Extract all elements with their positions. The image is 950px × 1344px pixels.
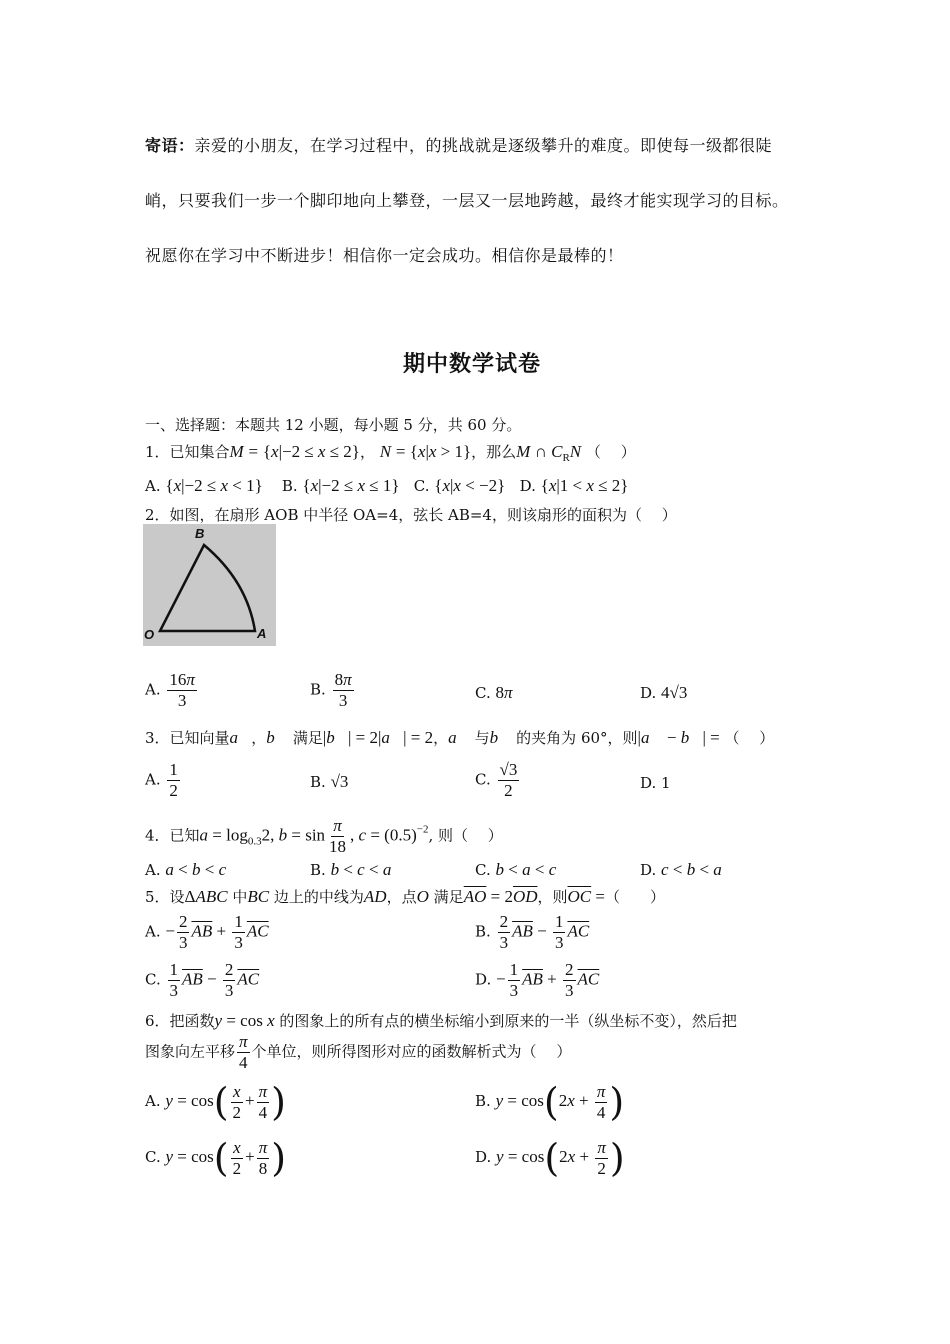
q5-option-d[interactable]: D. − $\frac{1}{3}$ $\overline{AB}$ + $\frac{2}{3}$ $\overline{AC}$ bbox=[475, 960, 600, 1000]
q6-option-a[interactable]: A. y = cos( $\frac{x}{2}$ + $\frac{\pi}{4}$ ) bbox=[145, 1080, 286, 1124]
q6-option-c[interactable]: C. y = cos( $\frac{x}{2}$ + $\frac{\pi}{8}$ ) bbox=[145, 1136, 287, 1180]
sector-figure bbox=[143, 524, 276, 646]
preface-label: 寄语： bbox=[145, 136, 195, 155]
q4-option-a[interactable]: A. a < b < c bbox=[145, 860, 227, 879]
q3-option-b[interactable]: B. √3 bbox=[310, 772, 349, 791]
question-4-stem: 4．已知$a = \log_{0.3}2$, b = sin $\frac{\pi}{18}$ , $c = (0.5)^{-2}$, 则（ ） bbox=[145, 816, 503, 856]
q4-option-b[interactable]: B. b < c < a bbox=[310, 860, 392, 879]
question-1-stem: 1．已知集合M = {x|−2 ≤ x ≤ 2}， N = {x|x > 1}，那么M ∩ $C_RN$ （ ） bbox=[145, 442, 636, 464]
q1-option-a[interactable]: A. {x|−2 ≤ x < 1} bbox=[145, 476, 263, 495]
preface-line-2: 峭，只要我们一步一个脚印地向上攀登，一层又一层地跨越，最终才能实现学习的目标。 bbox=[145, 191, 789, 210]
q2-option-a[interactable]: A. $\frac{16\pi}{3}$ bbox=[145, 670, 195, 710]
q5-option-a[interactable]: A. − $\frac{2}{3}$ $\overline{AB}$ + $\frac{1}{3}$ $\overline{AC}$ bbox=[145, 912, 269, 952]
question-3-stem: 3．已知向量a⃗，b⃗ 满足|b⃗| = 2|a⃗| = 2，a⃗ 与b⃗ 的夹角为 60°，则|a⃗ − b⃗| = （ ） bbox=[145, 728, 775, 747]
q6-option-b[interactable]: B. y = cos(2x + $\frac{\pi}{4}$ ) bbox=[475, 1080, 625, 1124]
question-6-stem-line-1: 6．把函数y = cos x 的图象上的所有点的横坐标缩小到原来的一半（纵坐标不变），然后把 bbox=[145, 1011, 737, 1030]
q5-option-b[interactable]: B. $\frac{2}{3}$ $\overline{AB}$ − $\frac{1}{3}$ $\overline{AC}$ bbox=[475, 912, 590, 952]
question-1-options bbox=[145, 472, 628, 500]
fig-label-a: A bbox=[257, 626, 267, 641]
fig-label-o: O bbox=[144, 627, 155, 642]
q1-option-c[interactable]: C. {x|x < −2} bbox=[413, 476, 506, 495]
q4-option-c[interactable]: C. b < a < c bbox=[475, 860, 557, 879]
q5-option-c[interactable]: C. $\frac{1}{3}$ $\overline{AB}$ − $\frac{2}{3}$ $\overline{AC}$ bbox=[145, 960, 260, 1000]
page-title: 期中数学试卷 bbox=[403, 351, 542, 377]
q4-option-d[interactable]: D. c < b < a bbox=[640, 860, 722, 879]
fig-label-b: B bbox=[195, 526, 205, 541]
q6-option-d[interactable]: D. y = cos(2x + $\frac{\pi}{2}$ ) bbox=[475, 1136, 625, 1180]
question-2-stem: 2．如图，在扇形 AOB 中半径 OA=4，弦长 AB=4，则该扇形的面积为（ ） bbox=[145, 506, 677, 524]
q2-option-c[interactable]: C. 8π bbox=[475, 683, 513, 702]
q1-option-d[interactable]: D. {x|1 < x ≤ 2} bbox=[519, 476, 629, 495]
q3-option-c[interactable]: C. $\frac{√3}{2}$ bbox=[475, 760, 518, 800]
question-5-stem: 5．设ΔABC 中BC 边上的中线为AD，点O 满足$\overline{AO} = 2\overline{OD}$，则$\overline{OC}$ =（ ） bbox=[145, 887, 666, 906]
section-heading: 一、选择题：本题共 12 小题，每小题 5 分，共 60 分。 bbox=[145, 416, 522, 434]
q1-option-b[interactable]: B. {x|−2 ≤ x ≤ 1} bbox=[281, 476, 400, 495]
q3-option-a[interactable]: A. $\frac{1}{2}$ bbox=[145, 760, 178, 800]
preface-line-3: 祝愿你在学习中不断进步！相信你一定会成功。相信你是最棒的！ bbox=[145, 246, 624, 265]
q2-option-b[interactable]: B. $\frac{8\pi}{3}$ bbox=[310, 670, 352, 710]
q2-option-d[interactable]: D. 4√3 bbox=[640, 683, 688, 702]
question-6-stem-line-2: 图象向左平移 $\frac{\pi}{4}$ 个单位，则所得图形对应的函数解析式为（ ） bbox=[145, 1032, 572, 1072]
q3-option-d[interactable]: D. 1 bbox=[640, 774, 671, 792]
preface-line-1: 寄语：亲爱的小朋友，在学习过程中，的挑战就是逐级攀升的难度。即使每一级都很陡 bbox=[145, 136, 773, 155]
